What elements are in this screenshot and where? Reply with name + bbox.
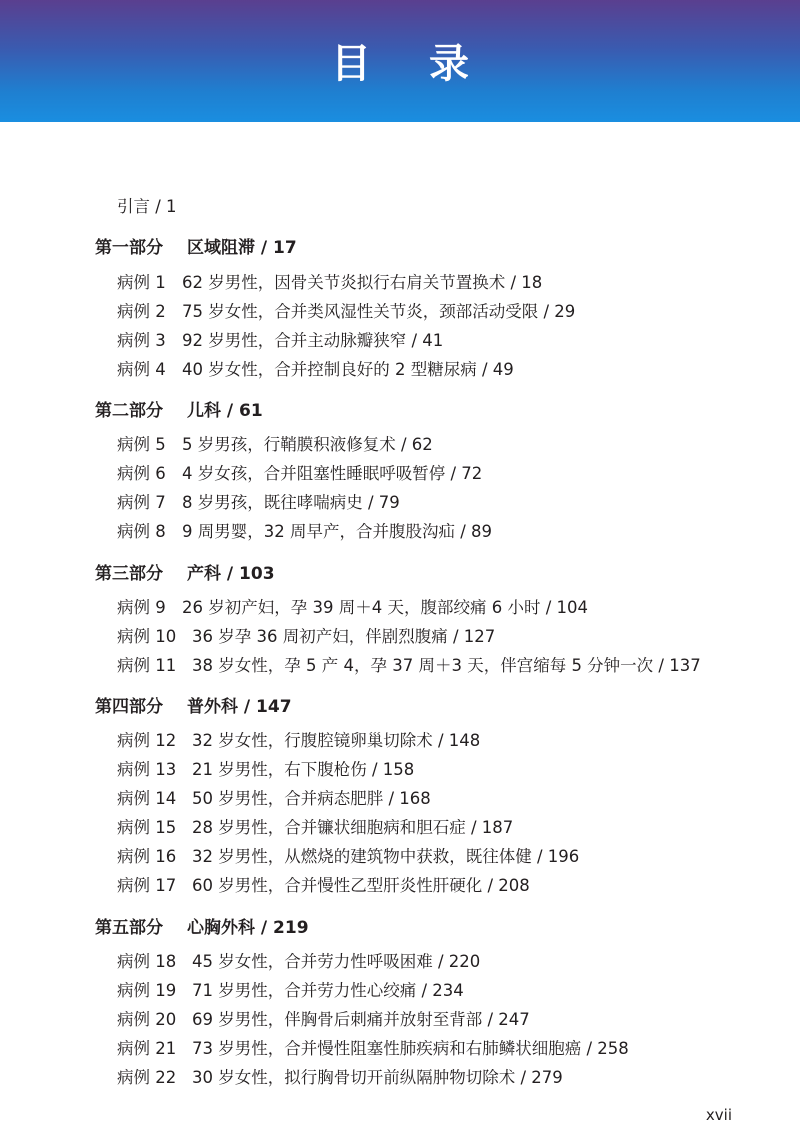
case-text: 73 岁男性，合并慢性阻塞性肺疾病和右肺鳞状细胞癌 / 258	[192, 1039, 629, 1058]
case-label: 病例 18	[117, 952, 177, 971]
case-text: 32 岁女性，行腹腔镜卵巢切除术 / 148	[192, 731, 481, 750]
case-text: 21 岁男性，右下腹枪伤 / 158	[192, 760, 415, 779]
case-label: 病例 9	[117, 598, 166, 617]
page-title: 目 录	[331, 40, 491, 87]
case-label: 病例 5	[117, 435, 166, 454]
case-text: 60 岁男性，合并慢性乙型肝炎性肝硬化 / 208	[192, 876, 530, 895]
toc-case-2[interactable]	[117, 298, 575, 322]
toc-part-2[interactable]	[95, 396, 263, 421]
toc-case-4[interactable]	[117, 356, 514, 380]
part-title: 儿科 / 61	[187, 401, 263, 421]
case-text: 38 岁女性，孕 5 产 4，孕 37 周＋3 天，伴宫缩每 5 分钟一次 / 137	[192, 656, 701, 675]
case-label: 病例 17	[117, 876, 177, 895]
case-text: 9 周男婴，32 周早产，合并腹股沟疝 / 89	[182, 522, 493, 541]
toc-case-16[interactable]	[117, 843, 579, 867]
case-label: 病例 11	[117, 656, 177, 675]
toc-case-18[interactable]	[117, 948, 480, 972]
case-text: 30 岁女性，拟行胸骨切开前纵隔肿物切除术 / 279	[192, 1068, 563, 1087]
case-label: 病例 6	[117, 464, 166, 483]
case-text: 36 岁孕 36 周初产妇，伴剧烈腹痛 / 127	[192, 627, 496, 646]
case-text: 75 岁女性，合并类风湿性关节炎，颈部活动受限 / 29	[182, 302, 576, 321]
case-text: 50 岁男性，合并病态肥胖 / 168	[192, 789, 431, 808]
toc-case-20[interactable]	[117, 1006, 530, 1030]
case-text: 4 岁女孩，合并阻塞性睡眠呼吸暂停 / 72	[182, 464, 483, 483]
case-label: 病例 8	[117, 522, 166, 541]
toc-case-21[interactable]	[117, 1035, 629, 1059]
case-text: 45 岁女性，合并劳力性呼吸困难 / 220	[192, 952, 481, 971]
page-number: xvii	[705, 1106, 732, 1124]
toc-case-12[interactable]	[117, 727, 480, 751]
part-label: 第五部分	[95, 918, 163, 938]
case-text: 40 岁女性，合并控制良好的 2 型糖尿病 / 49	[182, 360, 514, 379]
case-label: 病例 15	[117, 818, 177, 837]
toc-case-6[interactable]	[117, 460, 482, 484]
toc-case-22[interactable]	[117, 1064, 563, 1088]
case-label: 病例 3	[117, 331, 166, 350]
case-label: 病例 2	[117, 302, 166, 321]
toc-case-19[interactable]	[117, 977, 464, 1001]
toc-part-5[interactable]	[95, 913, 309, 938]
case-text: 71 岁男性，合并劳力性心绞痛 / 234	[192, 981, 464, 1000]
toc-case-5[interactable]	[117, 431, 433, 455]
case-text: 26 岁初产妇，孕 39 周＋4 天，腹部绞痛 6 小时 / 104	[182, 598, 588, 617]
case-text: 62 岁男性，因骨关节炎拟行右肩关节置换术 / 18	[182, 273, 543, 292]
part-title: 普外科 / 147	[187, 697, 292, 717]
part-title: 心胸外科 / 219	[187, 918, 309, 938]
case-label: 病例 10	[117, 627, 177, 646]
toc-case-15[interactable]	[117, 814, 513, 838]
toc-intro-entry[interactable]: 引言 / 1	[117, 197, 177, 216]
toc-case-17[interactable]	[117, 872, 530, 896]
case-text: 92 岁男性，合并主动脉瓣狭窄 / 41	[182, 331, 444, 350]
part-title: 产科 / 103	[187, 564, 275, 584]
case-label: 病例 14	[117, 789, 177, 808]
header-banner	[0, 0, 800, 122]
case-text: 32 岁男性，从燃烧的建筑物中获救，既往体健 / 196	[192, 847, 580, 866]
toc-case-8[interactable]	[117, 518, 492, 542]
toc-case-10[interactable]	[117, 623, 495, 647]
case-label: 病例 22	[117, 1068, 177, 1087]
part-label: 第二部分	[95, 401, 163, 421]
toc-case-1[interactable]	[117, 269, 542, 293]
toc-case-11[interactable]	[117, 652, 701, 676]
toc-part-4[interactable]	[95, 692, 292, 717]
toc-case-9[interactable]	[117, 594, 588, 618]
part-label: 第四部分	[95, 697, 163, 717]
case-label: 病例 7	[117, 493, 166, 512]
case-text: 69 岁男性，伴胸骨后刺痛并放射至背部 / 247	[192, 1010, 530, 1029]
case-label: 病例 21	[117, 1039, 177, 1058]
part-title: 区域阻滞 / 17	[187, 238, 297, 258]
case-label: 病例 20	[117, 1010, 177, 1029]
toc-case-3[interactable]	[117, 327, 443, 351]
toc-part-1[interactable]	[95, 233, 297, 258]
case-label: 病例 1	[117, 273, 166, 292]
toc-case-14[interactable]	[117, 785, 431, 809]
toc-case-7[interactable]	[117, 489, 400, 513]
case-label: 病例 4	[117, 360, 166, 379]
case-label: 病例 12	[117, 731, 177, 750]
toc-case-13[interactable]	[117, 756, 414, 780]
case-text: 28 岁男性，合并镰状细胞病和胆石症 / 187	[192, 818, 514, 837]
toc-part-3[interactable]	[95, 559, 275, 584]
case-text: 5 岁男孩，行鞘膜积液修复术 / 62	[182, 435, 433, 454]
case-label: 病例 13	[117, 760, 177, 779]
part-label: 第一部分	[95, 238, 163, 258]
part-label: 第三部分	[95, 564, 163, 584]
case-text: 8 岁男孩，既往哮喘病史 / 79	[182, 493, 400, 512]
case-label: 病例 19	[117, 981, 177, 1000]
case-label: 病例 16	[117, 847, 177, 866]
